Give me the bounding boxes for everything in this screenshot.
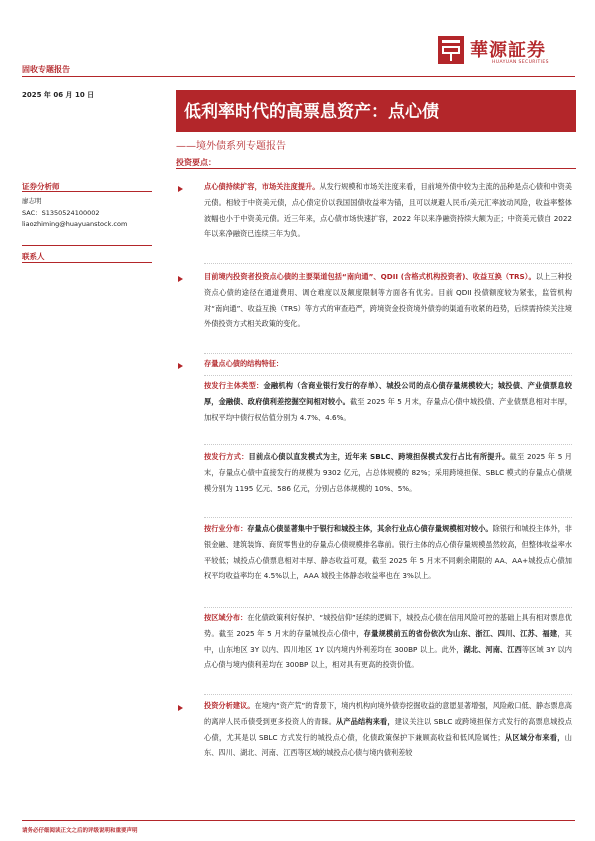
divider: [204, 444, 572, 445]
subsection-bold: 目前点心债以直发模式为主，近年来 SBLC、跨境担保模式发行占比有所提升。: [248, 452, 510, 461]
subsection-tag: 按区域分布：: [204, 613, 248, 622]
paragraph-body: 以上三种投资点心债的途径在通道费用、调仓难度以及额度限制等方面各有优劣。目前 QDII 投债额度较为紧张，监管机构对“南向通”、收益互换（TRS）等方式的审查趋严，跨境资金投资境外债券的渠道有收紧的趋势，后续需持续关注境外债投资方式相关政策的变化。: [204, 272, 572, 329]
analyst-heading: 证券分析师: [22, 182, 60, 191]
divider: [22, 262, 152, 263]
page-subtitle: ——境外债系列专题报告: [176, 141, 286, 152]
subsection-bold: 存量规模前五的省份依次为山东、浙江、四川、江苏、福建: [363, 628, 558, 638]
paragraph-4: [204, 698, 572, 761]
divider: [204, 607, 572, 608]
divider: [22, 245, 152, 246]
header-rule: [22, 76, 575, 77]
analyst-name: 廖志明: [22, 197, 42, 205]
analyst-email[interactable]: liaozhiming@huayuanstock.com: [22, 220, 128, 228]
paragraph-3-heading: [204, 356, 572, 372]
subsection-body: 截至 2025 年 5 月末，存量点心债中城投债、产业债票息相对丰厚，加权平均中债行权估值分别为 4.7%、4.6%。: [204, 396, 572, 422]
subsection-body: 除银行和城投主体外，非银金融、建筑装饰、商贸零售业的存量点心债规模排名靠前。银行主体的点心债存量规模虽然较高，但整体收益率水平较低；城投点心债票息相对丰厚、静态收益可观，截至 2025 年 5 月末不同剩余期限的 AA、AA+城投点心债加权平均收益率均在 4.5%以上，AAA 城投主体静态收益率也在 3%以上。: [204, 524, 572, 581]
paragraph-lead: 点心债持续扩容，市场关注度提升。: [204, 182, 320, 191]
paragraph-1: [204, 179, 572, 242]
subsection-tag: 按发行主体类型：: [204, 381, 264, 390]
subsection-issuer-type: [204, 378, 572, 425]
subsection-tag: 按发行方式：: [204, 452, 249, 461]
divider: [176, 168, 576, 169]
paragraph-body: 在境内“资产荒”的背景下，境内机构向境外债券挖掘收益的意愿显著增强，风险敞口低、静态票息高的离岸人民币债受到更多投资人的青睐。: [204, 701, 572, 726]
paragraph-body: 山东、四川、湖北、河南、江西等区域的城投点心债与境内债利差较: [204, 732, 572, 758]
subsection-bold: 湖北、河南、江西: [463, 644, 522, 654]
subsection-body: ，其中，山东地区 3Y 以内、四川地区 1Y 以内境内外利差均在 300BP 以上。此外，: [204, 628, 572, 654]
subsection-industry: [204, 521, 572, 584]
contact-heading: 联系人: [22, 252, 45, 261]
logo-text: 華源証券: [470, 40, 546, 61]
paragraph-lead: 投资分析建议。: [204, 701, 255, 710]
footer-disclaimer[interactable]: 请务必仔细阅读正文之后的评级说明和重要声明: [22, 828, 138, 834]
subsection-body: 等区域 3Y 以内点心债与境内债利差均在 300BP 以上，相对具有更高的投资价值。: [204, 644, 572, 670]
report-type: 固收专题报告: [22, 65, 70, 74]
paragraph-body: 建议关注以 SBLC 或跨境担保方式发行的高票息城投点心债，尤其是以 SBLC 方式发行的城投点心债，化债政策保护下兼顾高收益和低风险属性；: [204, 716, 572, 742]
divider: [204, 375, 572, 376]
paragraph-bold: 从产品结构来看，: [336, 716, 395, 726]
paragraph-2: [204, 269, 572, 332]
subsection-body: 截至 2025 年 5 月末，存量点心债中直接发行的规模为 9302 亿元，占总体规模的 82%；采用跨境担保、SBLC 模式的存量点心债规模分别为 1195 亿元、586 亿元，分别占总体规模的 10%、5%。: [204, 452, 572, 493]
paragraph-body: 从发行规模和市场关注度来看，目前境外债中较为主流的品种是点心债和中资美元债。相较于中资美元债，点心债定价以我国国债收益率为锚，且可以规避人民币/美元汇率波动风险，收益率整体波幅也小于中资美元债。近三年来，点心债市场快速扩容，2022 年以来净融资持续大额为正；中资美元债自 2022 年以来净融资已连续三年为负。: [204, 182, 572, 239]
divider: [204, 263, 572, 264]
subsection-tag: 按行业分布：: [204, 524, 248, 533]
paragraph-lead: 目前境内投资者投资点心债的主要渠道包括“南向通”、QDII (含格式机构投资者)、收益互换（TRS）。: [204, 272, 536, 281]
analyst-sac: SAC：S1350524100002: [22, 209, 100, 217]
bullet-icon: [178, 363, 183, 369]
divider: [22, 191, 152, 192]
logo-text-en: HUAYUAN SECURITIES: [492, 60, 549, 65]
subsection-body: 在化债政策利好保护、“城投信仰”延续的逻辑下，城投点心债在信用风险可控的基础上具有相对票息优势。截至 2025 年 5 月末的存量城投点心债中，: [204, 613, 572, 638]
key-points-heading: 投资要点：: [176, 158, 216, 167]
divider: [204, 517, 572, 518]
subsection-bold: 存量点心债显著集中于银行和城投主体，其余行业点心债存量规模相对较小。: [247, 524, 493, 533]
divider: [204, 694, 572, 695]
bullet-icon: [178, 705, 183, 711]
paragraph-bold: 从区域分布来看，: [504, 732, 565, 742]
subsection-region: [204, 610, 572, 673]
logo-mark-icon: [438, 36, 464, 64]
subsection-bold: 金融机构（含商业银行发行的存单）、城投公司的点心债存量规模较大；城投债、产业债票息较厚，金融债、政府债利差挖掘空间相对较小。: [204, 381, 572, 406]
divider: [204, 353, 572, 354]
report-date: 2025 年 06 月 10 日: [22, 91, 95, 99]
paragraph-lead: 存量点心债的结构特征：: [204, 359, 284, 368]
footer-rule: [22, 820, 575, 821]
subsection-issue-method: [204, 449, 572, 496]
page-title: 低利率时代的高票息资产：点心债: [184, 102, 439, 122]
bullet-icon: [178, 276, 183, 282]
bullet-icon: [178, 186, 183, 192]
